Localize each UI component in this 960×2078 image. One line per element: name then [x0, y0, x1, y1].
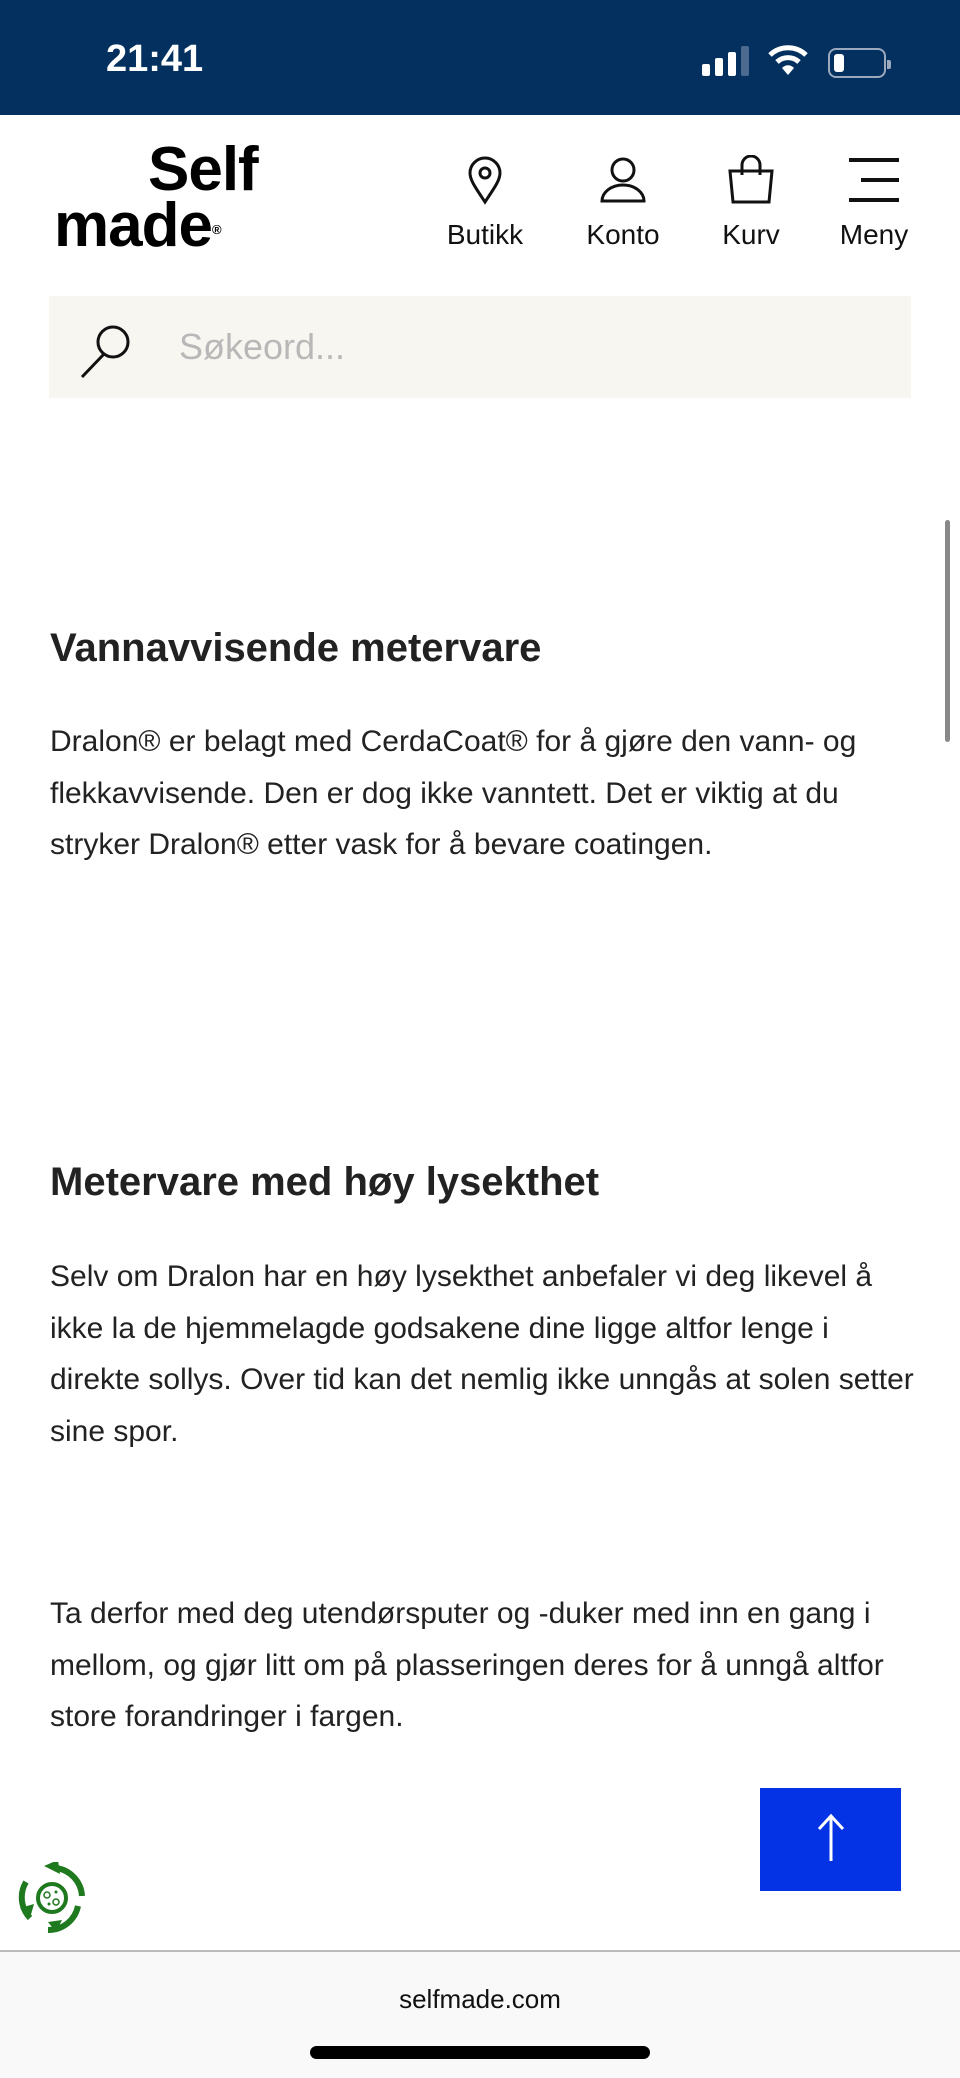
eco-recycle-icon[interactable]: [16, 1862, 88, 1934]
nav-konto[interactable]: [578, 155, 668, 251]
nav-label: Meny: [839, 219, 909, 250]
logo-line1: Self: [148, 135, 258, 204]
status-bar: [0, 0, 960, 115]
section-paragraph: Selv om Dralon har en høy lysekthet anbefaler vi deg likevel å ikke la de hjemmelagde godsakene dine ligge altfor lenge i direkte sollys. Over tid kan det nemlig ikke unngås at solen setter sine spor.: [50, 1260, 914, 1448]
nav-label: Kurv: [722, 219, 780, 250]
url-display[interactable]: selfmade.com: [399, 1984, 561, 2014]
scrollbar[interactable]: [945, 520, 950, 742]
section-paragraph: Ta derfor med deg utendørsputer og -duker med inn en gang i mellom, og gjør litt om på plasseringen deres for å unngå altfor store forandringer i fargen.: [50, 1597, 884, 1733]
logo-line2: made: [54, 191, 212, 260]
nav-kurv[interactable]: [706, 155, 796, 251]
arrow-up-icon: [816, 1813, 846, 1863]
section-heading: Vannavvisende metervare: [50, 626, 542, 670]
nav-butikk[interactable]: [440, 155, 530, 251]
logo-mark: ®: [211, 222, 221, 237]
location-pin-icon: [465, 155, 505, 205]
scroll-to-top-button[interactable]: [760, 1788, 901, 1891]
search-icon[interactable]: [77, 320, 137, 380]
battery-icon: [828, 48, 886, 78]
signal-icon: [702, 46, 749, 76]
browser-bottom-bar: [0, 1950, 960, 2078]
status-time: 21:41: [106, 38, 204, 80]
search-bar: [49, 296, 911, 398]
bag-icon: [726, 155, 776, 205]
search-input[interactable]: [179, 322, 879, 372]
wifi-icon: [768, 44, 808, 76]
menu-icon: [849, 155, 899, 205]
user-icon: [598, 155, 648, 205]
selfmade-logo[interactable]: [54, 135, 258, 260]
section-heading: Metervare med høy lysekthet: [50, 1160, 600, 1204]
nav-label: Konto: [586, 219, 660, 250]
nav-meny[interactable]: [830, 155, 918, 251]
nav-label: Butikk: [446, 219, 524, 250]
section-paragraph: Dralon® er belagt med CerdaCoat® for å gjøre den vann- og flekkavvisende. Den er dog ikke vanntett. Det er viktig at du stryker Dralon® etter vask for å bevare coatingen.: [50, 725, 857, 861]
home-indicator[interactable]: [310, 2046, 650, 2059]
